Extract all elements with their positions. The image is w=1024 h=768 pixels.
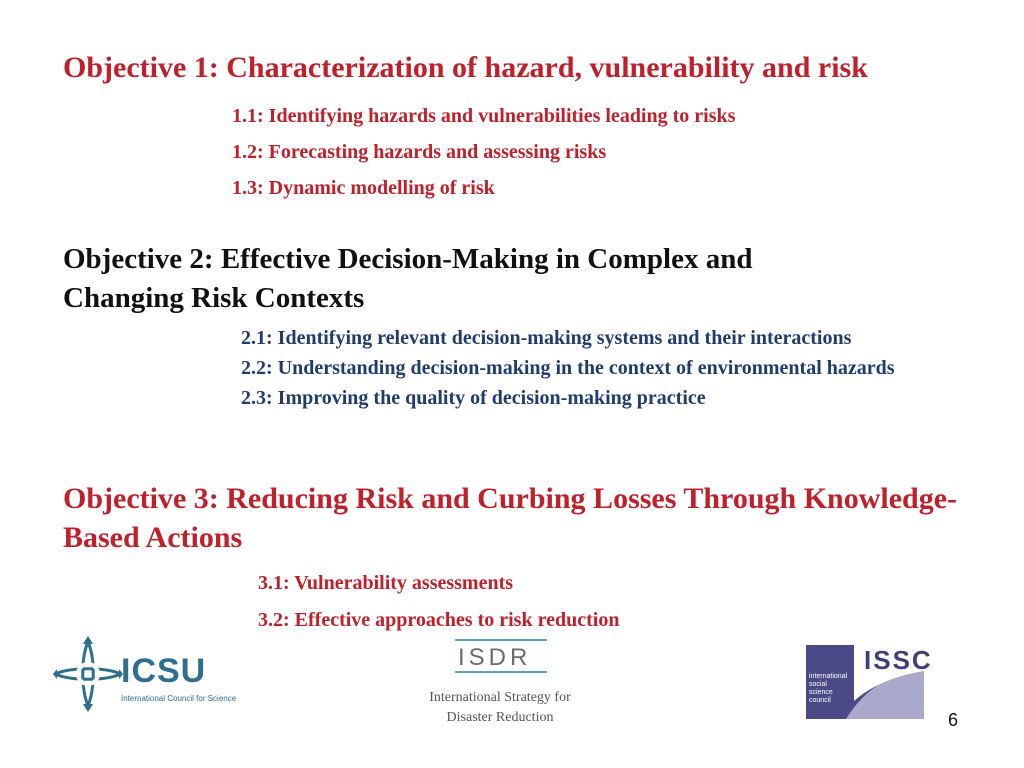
objective-3-title: Objective 3: Reducing Risk and Curbing Losses Through Knowledge-Based Actions [63,482,958,554]
issc-line-2: social [809,681,827,688]
isdr-caption-line-1: International Strategy for [429,690,571,705]
objective-2-title: Objective 2: Effective Decision-Making in Complex and Changing Risk Contexts [63,243,753,314]
page-number: 6 [948,710,959,730]
objective-1-subitems [232,102,852,210]
objective-2-item-3: 2.3: Improving the quality of decision-making practice [241,387,706,409]
objective-3-item-2: 3.2: Effective approaches to risk reduction [258,609,620,631]
objective-1-item-3: 1.3: Dynamic modelling of risk [232,177,495,199]
icsu-name: ICSU [121,652,207,690]
issc-name: ISSC [864,645,933,675]
issc-line-4: council [809,697,831,704]
icsu-logo [53,636,253,712]
objective-1-item-1: 1.1: Identifying hazards and vulnerabilities leading to risks [232,105,736,127]
issc-lines [809,673,847,705]
objective-1-title: Objective 1: Characterization of hazard, vulnerability and risk [63,51,868,84]
objective-3-subitems [258,569,818,643]
issc-line-1: international [809,673,848,680]
objective-2-item-2: 2.2: Understanding decision-making in the context of environmental hazards [241,357,895,379]
objective-2-subitems [241,323,941,413]
isdr-caption [425,688,575,728]
icsu-subtitle: International Council for Science [121,694,237,703]
objective-2-item-1: 2.1: Identifying relevant decision-making systems and their interactions [241,327,852,349]
objective-1-item-2: 1.2: Forecasting hazards and assessing risks [232,141,607,163]
isdr-name: ISDR [458,644,532,671]
issc-logo [806,645,933,719]
issc-line-3: science [809,689,833,696]
isdr-logo [425,636,575,732]
objective-3-item-1: 3.1: Vulnerability assessments [258,572,514,594]
isdr-caption-line-2: Disaster Reduction [446,710,554,725]
